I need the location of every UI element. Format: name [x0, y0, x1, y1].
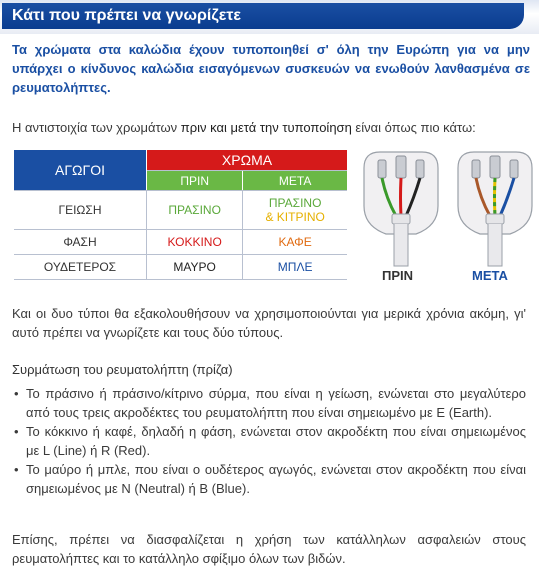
lead-before: Η αντιστοιχία των χρωμάτων	[12, 120, 181, 135]
plug-illustrations	[356, 148, 536, 293]
wiring-heading: Συρμάτωση του ρευματολήπτη (πρίζα)	[12, 362, 233, 377]
list-item: • Το κόκκινο ή καφέ, δηλαδή η φάση, ενώνεται στον ακροδέκτη που είναι σημειωμένος με L (Line) ή R (Red).	[12, 422, 526, 460]
list-item: • Το πράσινο ή πράσινο/κίτρινο σύρμα, που είναι η γείωση, ενώνεται στο μεγαλύτερο από τους τρεις ακροδέκτες του ρευματολήπτη που είναι σημειωμένο με E (Earth).	[12, 384, 526, 422]
header-conductors: ΑΓΩΓΟΙ	[14, 150, 147, 191]
row-before: ΜΑΥΡΟ	[147, 255, 243, 280]
lead-paragraph	[12, 120, 532, 136]
color-table	[14, 150, 347, 280]
plug-after-image	[458, 152, 532, 266]
row-before: ΠΡΑΣΙΝΟ	[147, 191, 243, 230]
lead-after: είναι όπως πιο κάτω:	[351, 120, 476, 135]
both-types-paragraph: Και οι δυο τύποι θα εξακολουθήσουν να χρησιμοποιούνται για μερικά χρόνια ακόμη, γι' αυτό πρέπει να γνωρίζετε και τους δύο τύπους.	[12, 306, 526, 340]
header-band	[0, 0, 539, 34]
header-before: ΠΡΙΝ	[147, 171, 243, 191]
row-after: ΜΠΛΕ	[243, 255, 347, 280]
row-name: ΦΑΣΗ	[14, 230, 147, 255]
row-after-line2: & ΚΙΤΡΙΝΟ	[265, 210, 325, 224]
closing-paragraph: Επίσης, πρέπει να διασφαλίζεται η χρήση των κατάλληλων ασφαλειών στους ρευματολήπτες και το κατάλληλο σφίξιμο όλων των βιδών.	[12, 532, 526, 566]
lead-highlight: πριν και μετά την τυποποίηση	[180, 120, 352, 135]
plug-label-before: ΠΡΙΝ	[382, 268, 414, 283]
row-before: ΚΟΚΚΙΝΟ	[147, 230, 243, 255]
row-after	[243, 191, 347, 230]
wiring-bullets	[12, 384, 526, 498]
page-title: Κάτι που πρέπει να γνωρίζετε	[2, 3, 524, 29]
row-name: ΟΥΔΕΤΕΡΟΣ	[14, 255, 147, 280]
table-row	[14, 230, 347, 255]
intro-paragraph: Τα χρώματα στα καλώδια έχουν τυποποιηθεί σ' όλη την Ευρώπη για να μην υπάρχει ο κίνδυνος καλώδια εισαγόμενων συσκευών να ενωθούν λανθασμένα σε ρευματολήπτες.	[12, 42, 530, 95]
table-row	[14, 255, 347, 280]
row-after: ΚΑΦΕ	[243, 230, 347, 255]
list-item: • Το μαύρο ή μπλε, που είναι ο ουδέτερος αγωγός, ενώνεται στον ακροδέκτη που είναι σημειωμένος με N (Neutral) ή B (Blue).	[12, 460, 526, 498]
header-after: ΜΕΤΑ	[243, 171, 347, 191]
table-row	[14, 191, 347, 230]
row-name: ΓΕΙΩΣΗ	[14, 191, 147, 230]
row-after-line1: ΠΡΑΣΙΝΟ	[268, 196, 322, 210]
plug-drawings	[356, 148, 536, 268]
plug-before-image	[364, 152, 438, 266]
header-color: ΧΡΩΜΑ	[147, 150, 348, 171]
plug-label-after: ΜΕΤΑ	[472, 268, 508, 283]
